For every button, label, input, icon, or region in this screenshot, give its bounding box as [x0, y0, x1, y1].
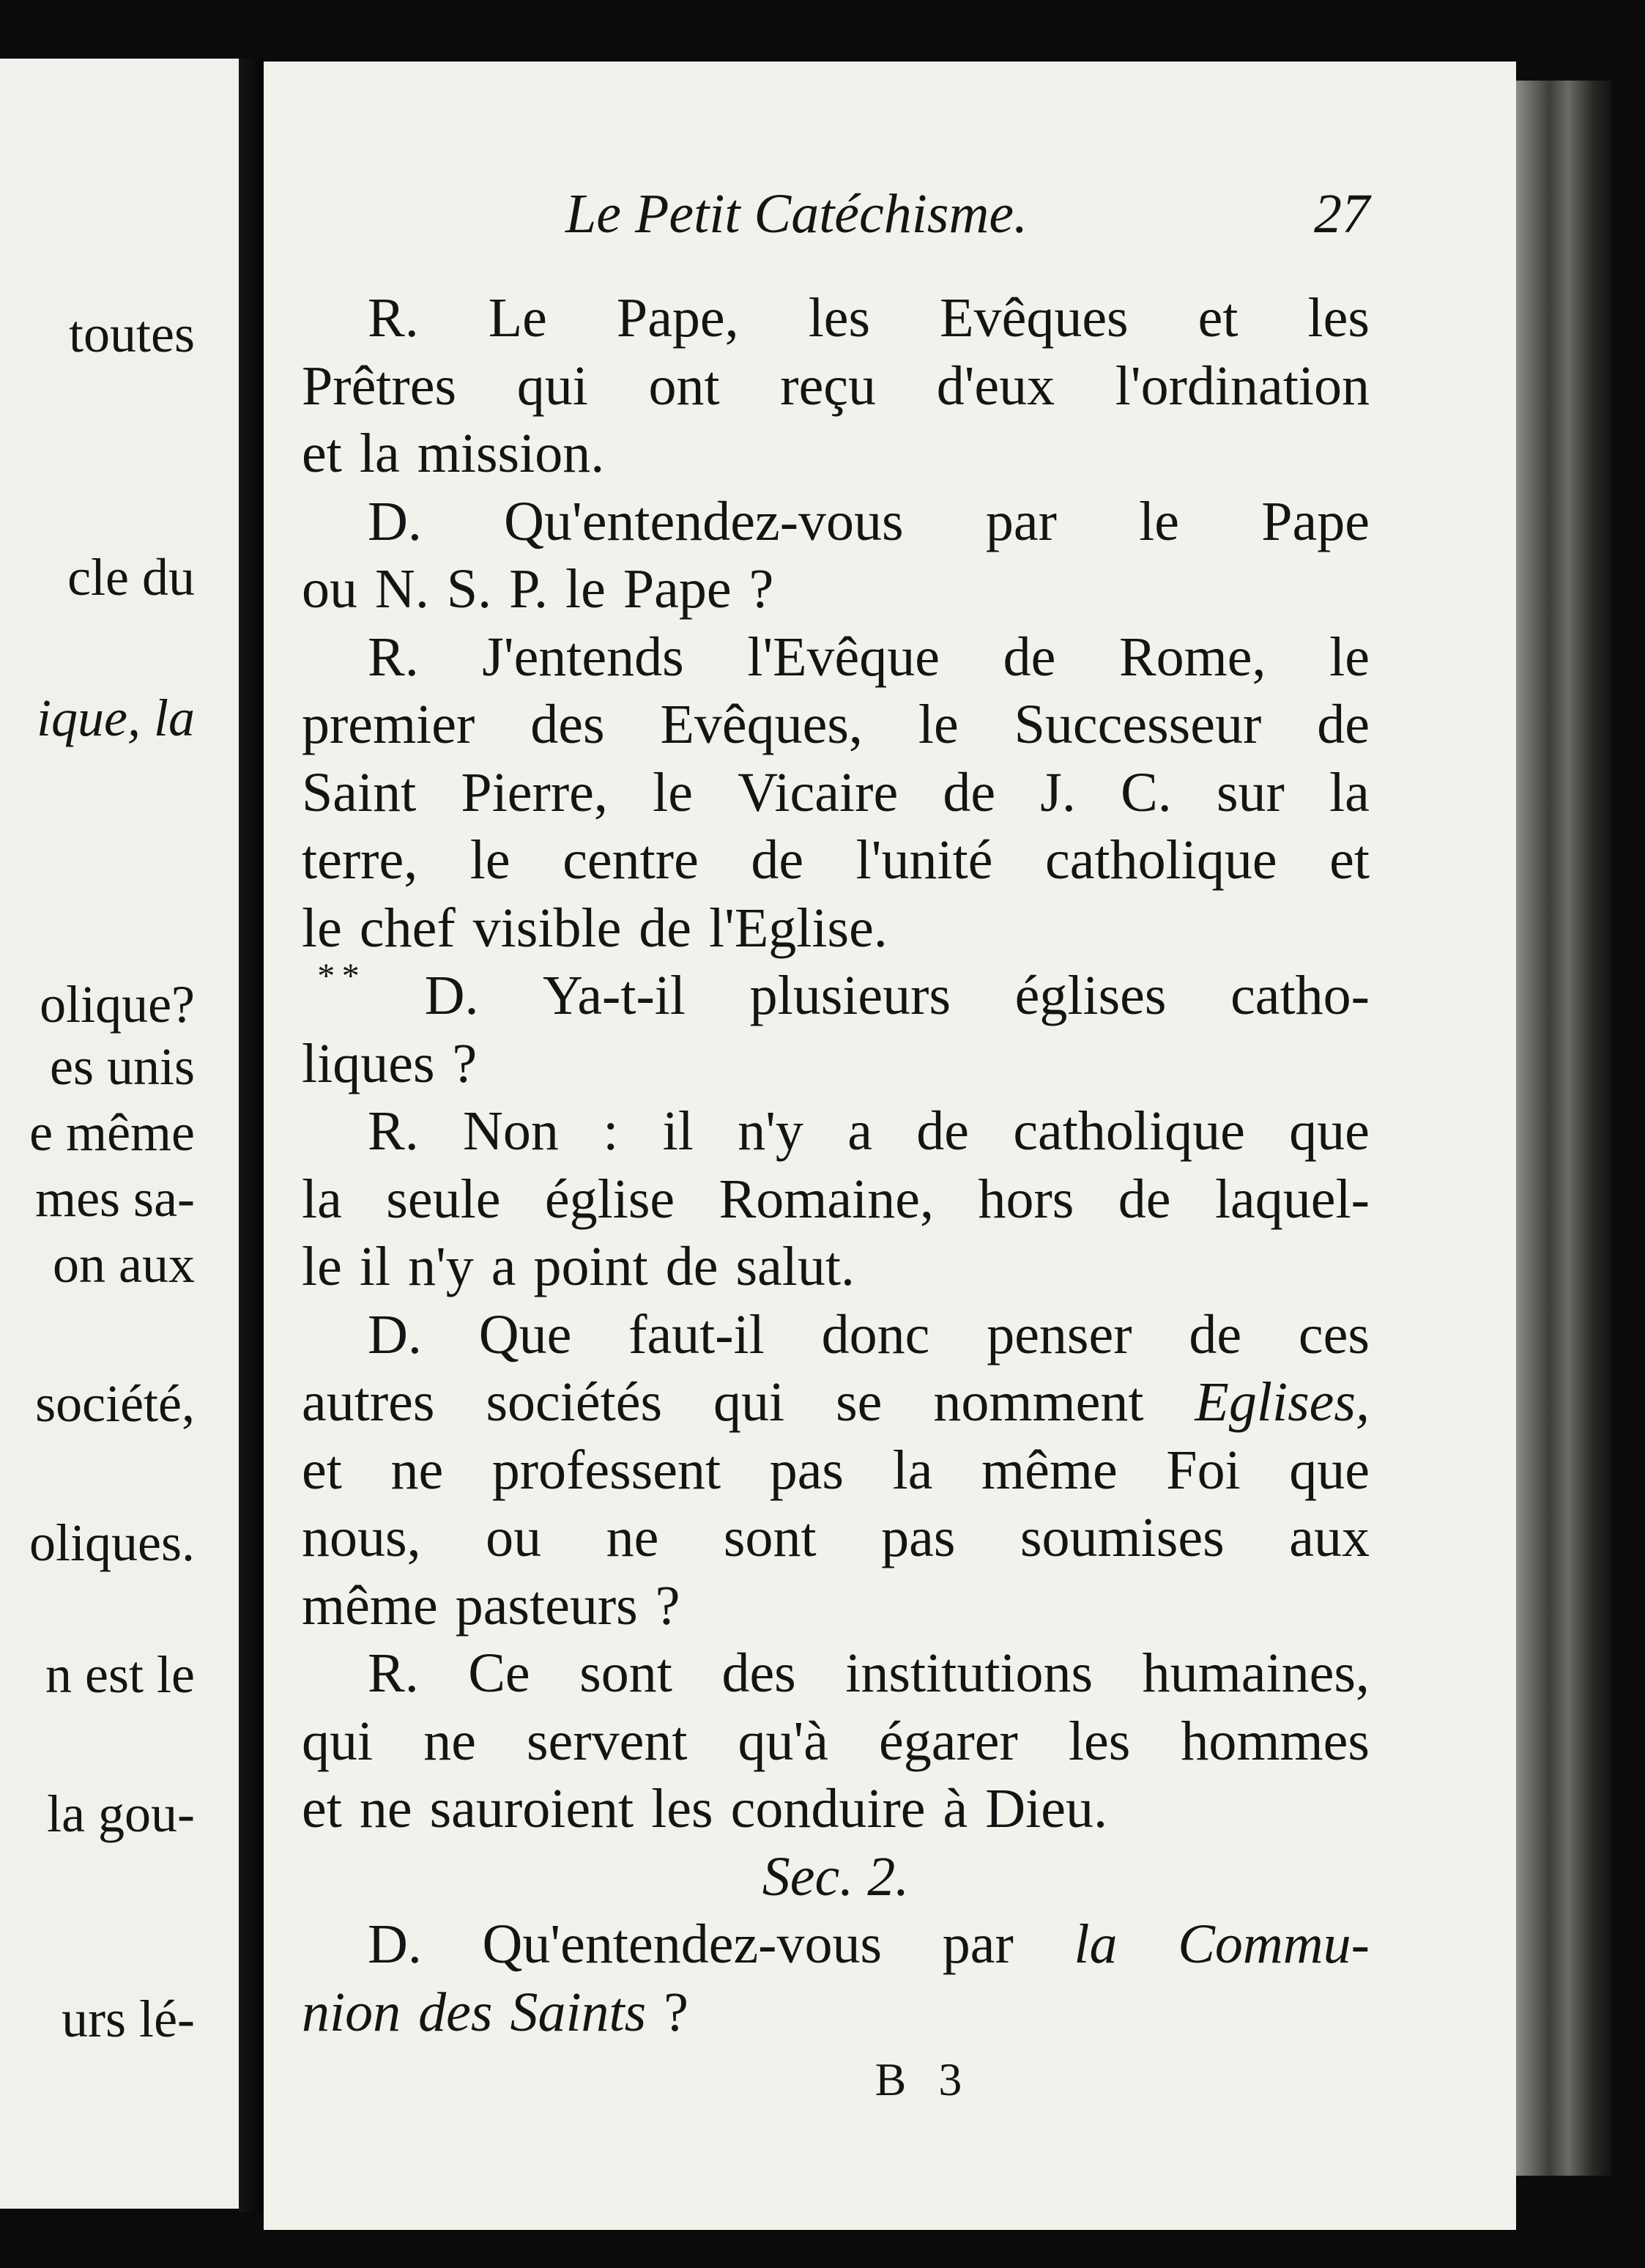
- word: Evêques,: [660, 694, 863, 755]
- word: de: [1317, 694, 1370, 755]
- word: et: [1329, 829, 1370, 891]
- word: visible: [472, 897, 622, 959]
- word: J'entends: [482, 626, 684, 688]
- word: se: [836, 1371, 883, 1433]
- running-title: Le Petit Catéchisme.: [565, 183, 1028, 245]
- word: par: [985, 490, 1057, 552]
- word: faut-il: [628, 1303, 765, 1365]
- word: R.: [368, 626, 419, 688]
- word: Qu'entendez-vous: [482, 1913, 883, 1975]
- word: P.: [509, 558, 549, 620]
- word: de: [1003, 626, 1056, 688]
- word: le: [302, 1236, 342, 1297]
- left-page-line: mes sa-: [35, 1169, 195, 1228]
- word: qui: [713, 1371, 785, 1433]
- word: églises: [1014, 965, 1167, 1026]
- word: professent: [491, 1439, 721, 1501]
- text-line: [302, 1166, 1370, 1234]
- word: que: [1289, 1100, 1370, 1162]
- word: l'Eglise.: [709, 897, 888, 959]
- word: la: [1074, 1913, 1118, 1975]
- word: église: [544, 1168, 675, 1230]
- word: Pape: [623, 558, 732, 620]
- text-line: [302, 1911, 1370, 1979]
- word: point: [533, 1236, 648, 1297]
- word: Ya-t-il: [543, 965, 686, 1026]
- word: D.: [368, 1303, 422, 1365]
- word: n'y: [408, 1236, 474, 1297]
- word: Rome,: [1118, 626, 1266, 688]
- left-page-line: oliques.: [29, 1513, 195, 1572]
- word: des: [418, 1981, 493, 2043]
- word: ou: [302, 558, 357, 620]
- word: Eglises,: [1195, 1371, 1370, 1433]
- word: sociétés: [486, 1371, 663, 1433]
- text-line: [302, 691, 1370, 759]
- running-header: [302, 177, 1370, 251]
- word: Qu'entendez-vous: [504, 490, 904, 552]
- word: Prêtres: [302, 355, 457, 417]
- text-line: [302, 352, 1370, 420]
- word: Sec. 2.: [762, 1845, 910, 1908]
- word: égarer: [879, 1710, 1018, 1772]
- left-page-line: la gou-: [47, 1785, 195, 1843]
- word: centre: [562, 829, 699, 891]
- word: servent: [526, 1710, 688, 1772]
- word: ?: [655, 1574, 680, 1637]
- text-line: [302, 420, 1370, 488]
- text-line: [302, 1233, 1370, 1301]
- word: pas: [769, 1439, 844, 1501]
- text-line: [302, 1097, 1370, 1166]
- word: le: [653, 761, 693, 823]
- text-line: [302, 1504, 1370, 1572]
- word: R.: [368, 287, 419, 349]
- word: :: [603, 1100, 619, 1162]
- word: et: [302, 1439, 342, 1501]
- word: D.: [424, 965, 479, 1026]
- word: et: [1197, 287, 1239, 349]
- word: R.: [368, 1642, 419, 1704]
- word: de: [943, 761, 996, 823]
- word: de: [916, 1100, 969, 1162]
- word: Evêques: [940, 287, 1129, 349]
- text-line: [302, 1639, 1370, 1708]
- word: autres: [302, 1371, 435, 1433]
- word: soumises: [1020, 1507, 1225, 1568]
- word: premier: [302, 694, 475, 755]
- word: le: [1139, 490, 1180, 552]
- word: aux: [1289, 1507, 1370, 1568]
- word: hommes: [1181, 1710, 1370, 1772]
- text-line: [302, 488, 1370, 556]
- word: N.: [375, 558, 429, 620]
- word: nion: [302, 1981, 401, 2043]
- word: Dieu.: [985, 1778, 1107, 1839]
- word: la: [302, 1168, 342, 1230]
- word: D.: [368, 490, 422, 552]
- word: il: [662, 1100, 694, 1162]
- word: catholique: [1045, 829, 1277, 891]
- catechism-text: [302, 284, 1370, 2114]
- word: a: [847, 1100, 872, 1162]
- left-page-line: urs lé-: [62, 1990, 195, 2048]
- word: même: [302, 1574, 438, 1637]
- page-edge: [1516, 81, 1611, 2176]
- page-number: 27: [1314, 183, 1370, 245]
- left-page-line: société,: [35, 1374, 195, 1433]
- text-line: [302, 957, 1370, 1030]
- word: d'eux: [936, 355, 1055, 417]
- left-page-line: e même: [29, 1103, 195, 1162]
- word: ?: [749, 558, 774, 620]
- word: l'unité: [855, 829, 993, 891]
- asterism-mark: * *: [317, 957, 360, 996]
- word: donc: [821, 1303, 930, 1365]
- word: de: [1118, 1168, 1171, 1230]
- text-line: [302, 1368, 1370, 1437]
- word: Foi: [1166, 1439, 1241, 1501]
- word: à: [943, 1778, 968, 1839]
- left-page-line: n est le: [45, 1645, 195, 1704]
- word: qui: [516, 355, 588, 417]
- word: et: [302, 1778, 342, 1839]
- text-line: [302, 894, 1370, 963]
- word: hors: [978, 1168, 1074, 1230]
- word: nomment: [933, 1371, 1144, 1433]
- word: de: [1189, 1303, 1242, 1365]
- word: par: [942, 1913, 1014, 1975]
- word: les: [808, 287, 871, 349]
- word: chef: [359, 897, 456, 959]
- word: de: [665, 1236, 718, 1297]
- word: des: [721, 1642, 796, 1704]
- word: sauroient: [429, 1778, 634, 1839]
- word: catholique: [1013, 1100, 1245, 1162]
- word: laquel-: [1214, 1168, 1370, 1230]
- left-page-line: olique?: [40, 975, 195, 1034]
- signature-mark: [302, 2046, 1370, 2114]
- text-line: [302, 1708, 1370, 1776]
- word: la: [359, 423, 400, 484]
- word: R.: [368, 1100, 419, 1162]
- word: institutions: [845, 1642, 1093, 1704]
- word: le: [1329, 626, 1370, 688]
- text-line: [302, 1775, 1370, 1843]
- word: que: [1289, 1439, 1370, 1501]
- text-line: [302, 759, 1370, 827]
- word: Vicaire: [738, 761, 899, 823]
- word: n'y: [738, 1100, 803, 1162]
- left-page-line: ique, la: [37, 689, 195, 747]
- text-line: [302, 623, 1370, 692]
- word: J.: [1040, 761, 1076, 823]
- word: sont: [723, 1507, 817, 1568]
- word: Saint: [302, 761, 417, 823]
- word: Non: [463, 1100, 559, 1162]
- word: ou: [486, 1507, 542, 1568]
- word: Pape,: [616, 287, 739, 349]
- word: le: [469, 829, 510, 891]
- word: ne: [359, 1778, 412, 1839]
- word: Que: [478, 1303, 572, 1365]
- word: terre,: [302, 829, 418, 891]
- word: mission.: [417, 423, 605, 484]
- text-line: [302, 284, 1370, 352]
- word: D.: [368, 1913, 422, 1975]
- word: le: [565, 558, 606, 620]
- word: Romaine,: [718, 1168, 934, 1230]
- word: sont: [579, 1642, 672, 1704]
- word: ?: [452, 1032, 478, 1094]
- word: ne: [606, 1507, 659, 1568]
- left-page-line: cle du: [67, 548, 195, 607]
- word: ces: [1298, 1303, 1370, 1365]
- section-heading: [302, 1843, 1370, 1911]
- word: pasteurs: [455, 1574, 638, 1637]
- word: seule: [386, 1168, 501, 1230]
- text-line: [302, 1301, 1370, 1369]
- word: Le: [488, 287, 547, 349]
- word: Successeur: [1014, 694, 1262, 755]
- word: la: [892, 1439, 933, 1501]
- word: ne: [390, 1439, 444, 1501]
- word: des: [530, 694, 605, 755]
- word: qu'à: [738, 1710, 828, 1772]
- word: ?: [664, 1981, 688, 2043]
- word: sur: [1216, 761, 1285, 823]
- word: les: [1068, 1710, 1131, 1772]
- word: humaines,: [1142, 1642, 1370, 1704]
- book-gutter: [239, 59, 264, 2212]
- word: qui: [302, 1710, 374, 1772]
- word: Pierre,: [461, 761, 608, 823]
- word: l'Evêque: [747, 626, 940, 688]
- word: les: [651, 1778, 713, 1839]
- word: plusieurs: [749, 965, 951, 1026]
- word: même: [981, 1439, 1118, 1501]
- word: la: [1329, 761, 1370, 823]
- text-line: [302, 555, 1370, 623]
- word: B 3: [875, 2053, 973, 2105]
- word: le: [918, 694, 959, 755]
- word: penser: [987, 1303, 1132, 1365]
- word: S.: [446, 558, 492, 620]
- word: C.: [1121, 761, 1172, 823]
- word: les: [1307, 287, 1370, 349]
- word: il: [359, 1236, 391, 1297]
- left-page-fragment: [0, 59, 239, 2209]
- text-line: [302, 826, 1370, 894]
- word: salut.: [735, 1236, 855, 1297]
- word: nous,: [302, 1507, 421, 1568]
- word: reçu: [780, 355, 877, 417]
- text-line: [302, 1979, 1370, 2047]
- word: a: [491, 1236, 516, 1297]
- word: le: [302, 897, 342, 959]
- left-page-line: es unis: [50, 1037, 195, 1096]
- left-page-line: on aux: [53, 1235, 195, 1294]
- word: Pape: [1261, 490, 1370, 552]
- word: catho-: [1230, 965, 1370, 1026]
- word: de: [639, 897, 692, 959]
- text-line: [302, 1030, 1370, 1098]
- text-line: [302, 1572, 1370, 1640]
- word: liques: [302, 1032, 435, 1094]
- word: Saints: [510, 1981, 647, 2043]
- left-page-line: toutes: [69, 305, 195, 363]
- word: ne: [423, 1710, 476, 1772]
- text-line: [302, 1437, 1370, 1505]
- word: l'ordination: [1115, 355, 1370, 417]
- word: ont: [648, 355, 720, 417]
- word: et: [302, 423, 342, 484]
- word: de: [751, 829, 804, 891]
- word: conduire: [730, 1778, 926, 1839]
- word: pas: [881, 1507, 956, 1568]
- word: Commu-: [1178, 1913, 1370, 1975]
- word: Ce: [468, 1642, 530, 1704]
